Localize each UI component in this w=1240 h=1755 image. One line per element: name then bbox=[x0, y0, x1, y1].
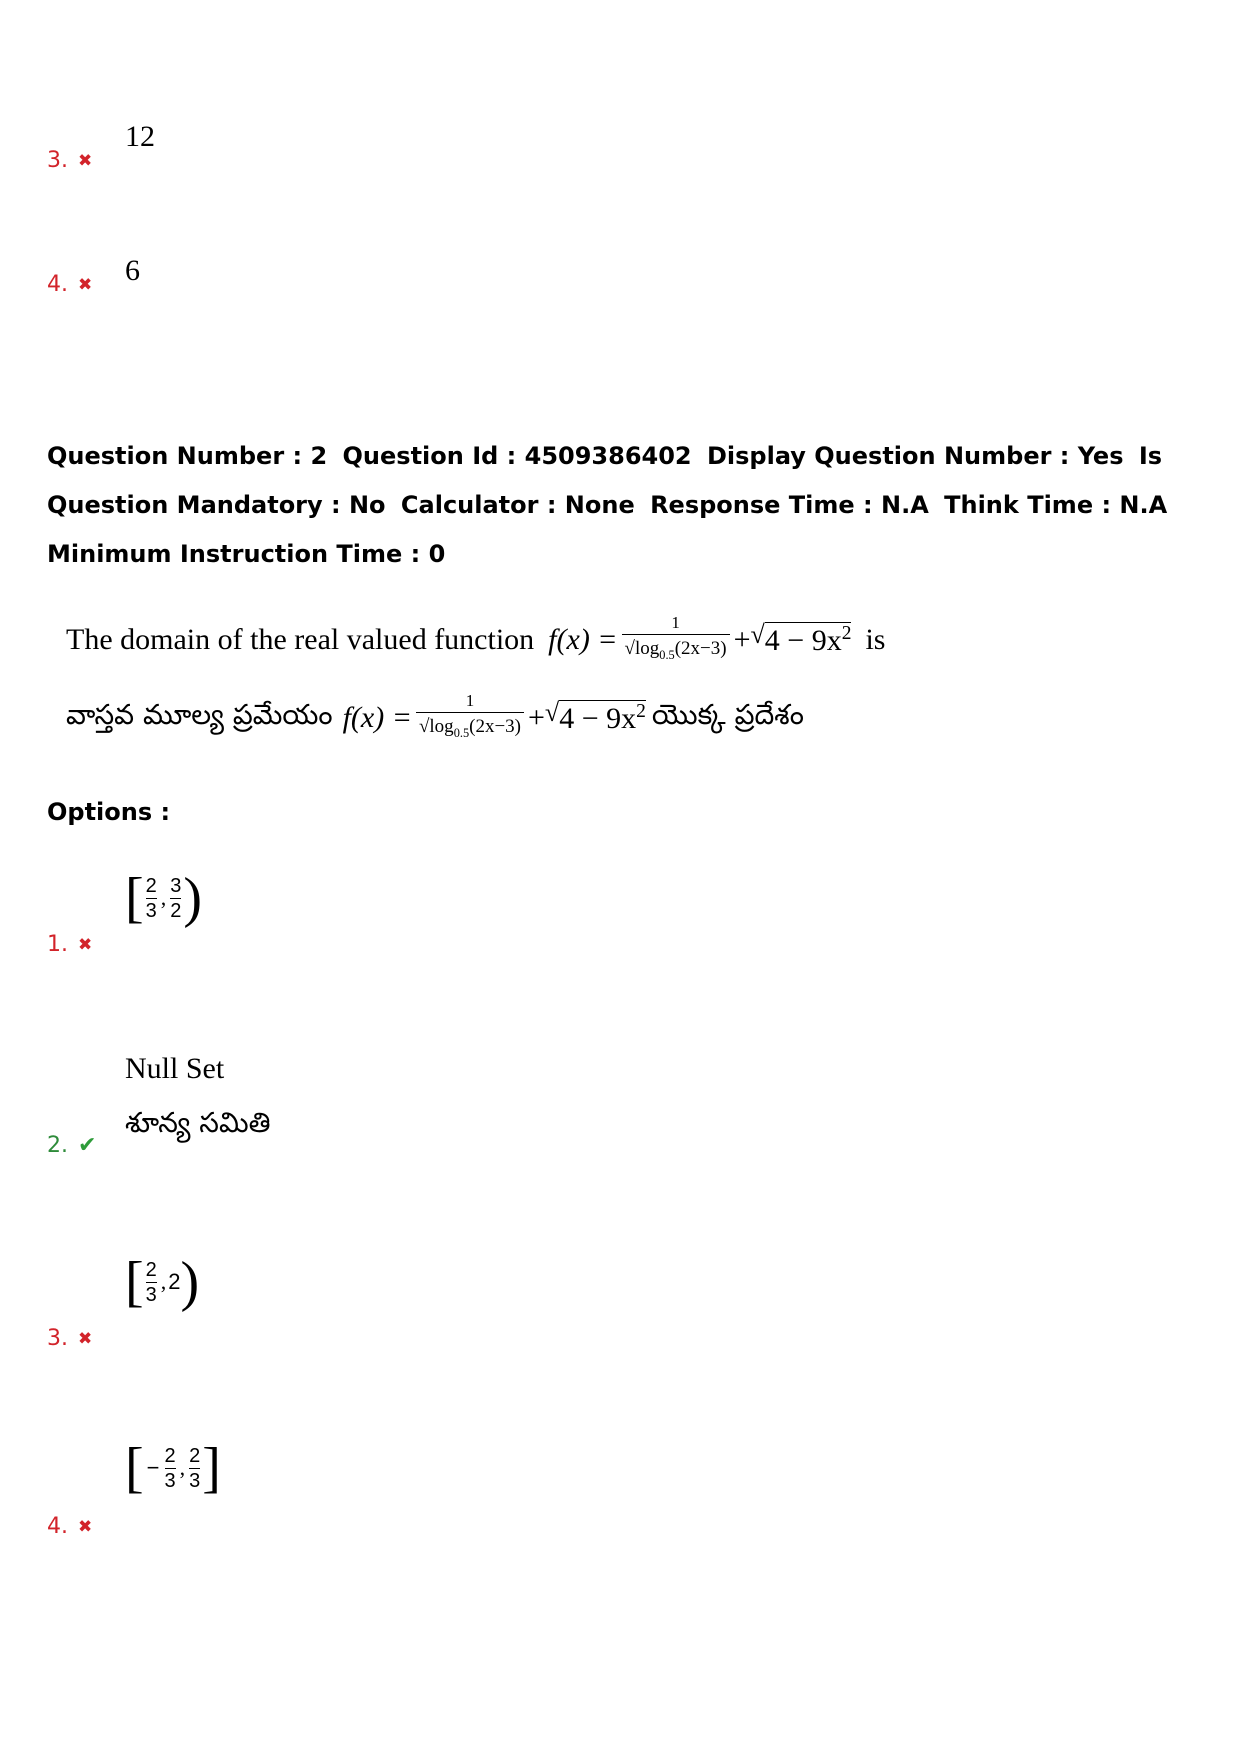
den: 3 bbox=[189, 1469, 201, 1492]
numerator: 1 bbox=[465, 691, 475, 710]
fraction-a bbox=[146, 874, 157, 923]
num: 2 bbox=[145, 874, 157, 897]
prev-option-4-value: 6 bbox=[125, 254, 140, 287]
denominator: $√\log_{0.5}(2x-3)$ bbox=[416, 712, 524, 747]
fraction-b bbox=[170, 874, 181, 923]
num: 2 bbox=[164, 1444, 176, 1467]
min-instruction-time: Minimum Instruction Time : 0 bbox=[47, 540, 446, 568]
question-suffix-en: is bbox=[865, 623, 886, 657]
option-number: 2. bbox=[47, 1133, 68, 1158]
option-1 bbox=[47, 932, 92, 957]
question-meta bbox=[47, 432, 1207, 579]
prev-option-3 bbox=[47, 148, 92, 173]
radicand: 4 − 9x bbox=[764, 624, 842, 658]
option-3-value bbox=[125, 1251, 200, 1313]
close-bracket: ) bbox=[180, 1251, 200, 1313]
option-4-value bbox=[125, 1437, 221, 1499]
option-number: 4. bbox=[47, 272, 68, 297]
option-2 bbox=[47, 1133, 96, 1158]
comma: , bbox=[160, 1269, 167, 1294]
function-label: f(x) = bbox=[342, 701, 412, 735]
radicand: 4 − 9x bbox=[559, 702, 637, 736]
display-question-number: Display Question Number : Yes bbox=[706, 442, 1124, 470]
option-1-value bbox=[125, 867, 203, 929]
prev-option-4 bbox=[47, 272, 92, 297]
comma: , bbox=[160, 885, 167, 910]
square-root bbox=[545, 700, 646, 736]
den: 3 bbox=[145, 899, 157, 922]
close-bracket: ) bbox=[183, 867, 203, 929]
den: 3 bbox=[164, 1469, 176, 1492]
fraction-a bbox=[165, 1444, 176, 1493]
log-text: log bbox=[429, 716, 454, 737]
option-2-telugu: శూన్య సమితి bbox=[125, 1106, 271, 1139]
option-2-english: Null Set bbox=[125, 1052, 225, 1085]
is-mandatory: Is Question Mandatory : No bbox=[47, 442, 1163, 519]
numerator: 1 bbox=[671, 613, 680, 632]
option-number: 3. bbox=[47, 1326, 68, 1351]
num: 2 bbox=[145, 1258, 157, 1281]
open-bracket: [ bbox=[125, 867, 144, 929]
fraction-b bbox=[189, 1444, 200, 1493]
cross-icon: ✖ bbox=[78, 934, 93, 955]
log-arg: (2x−3) bbox=[469, 716, 521, 737]
think-time: Think Time : N.A bbox=[944, 491, 1168, 519]
cross-icon: ✖ bbox=[78, 1328, 93, 1349]
cross-icon: ✖ bbox=[78, 150, 93, 171]
calculator: Calculator : None bbox=[400, 491, 635, 519]
comma: , bbox=[179, 1455, 186, 1480]
option-number: 4. bbox=[47, 1514, 68, 1539]
question-id: Question Id : 4509386402 bbox=[342, 442, 692, 470]
radical-icon: √ bbox=[750, 620, 765, 650]
cross-icon: ✖ bbox=[78, 274, 93, 295]
response-time: Response Time : N.A bbox=[650, 491, 929, 519]
fraction-a bbox=[146, 1258, 157, 1307]
question-telugu bbox=[66, 690, 804, 747]
question-number: Question Number : 2 bbox=[47, 442, 328, 470]
num: 3 bbox=[170, 874, 182, 897]
question-suffix-te: యొక్క ప్రదేశం bbox=[651, 698, 804, 732]
option-number: 1. bbox=[47, 932, 68, 957]
close-bracket: ] bbox=[202, 1437, 221, 1499]
radical-icon: √ bbox=[544, 698, 560, 728]
log-base: 0.5 bbox=[453, 725, 470, 740]
log-base: 0.5 bbox=[659, 647, 675, 662]
plus-sign: + bbox=[528, 701, 545, 735]
log-arg: (2x−3) bbox=[674, 638, 727, 659]
question-text-en: The domain of the real valued function bbox=[66, 623, 535, 657]
den: 2 bbox=[170, 899, 182, 922]
fraction bbox=[416, 690, 524, 747]
option-number: 3. bbox=[47, 148, 68, 173]
open-bracket: [ bbox=[125, 1251, 144, 1313]
fraction bbox=[622, 612, 730, 669]
options-label: Options : bbox=[47, 798, 171, 826]
log-text: log bbox=[634, 638, 660, 659]
question-english bbox=[66, 612, 885, 669]
option-3 bbox=[47, 1326, 92, 1351]
exponent: 2 bbox=[841, 623, 852, 645]
question-text-te: వాస్తవ మూల్య ప్రమేయం bbox=[66, 698, 333, 732]
exponent: 2 bbox=[636, 701, 646, 723]
check-icon: ✔ bbox=[78, 1133, 97, 1158]
option-4 bbox=[47, 1514, 92, 1539]
open-bracket: [ bbox=[125, 1437, 144, 1499]
minus-sign: − bbox=[146, 1455, 160, 1480]
prev-option-3-value: 12 bbox=[125, 120, 155, 153]
bound-b: 2 bbox=[168, 1269, 181, 1294]
function-label: f(x) = bbox=[548, 623, 618, 657]
cross-icon: ✖ bbox=[78, 1516, 93, 1537]
plus-sign: + bbox=[733, 623, 751, 657]
num: 2 bbox=[189, 1444, 201, 1467]
denominator: $√\log_{0.5}(2x-3)$ bbox=[622, 634, 730, 669]
den: 3 bbox=[145, 1283, 157, 1306]
square-root bbox=[751, 622, 852, 658]
